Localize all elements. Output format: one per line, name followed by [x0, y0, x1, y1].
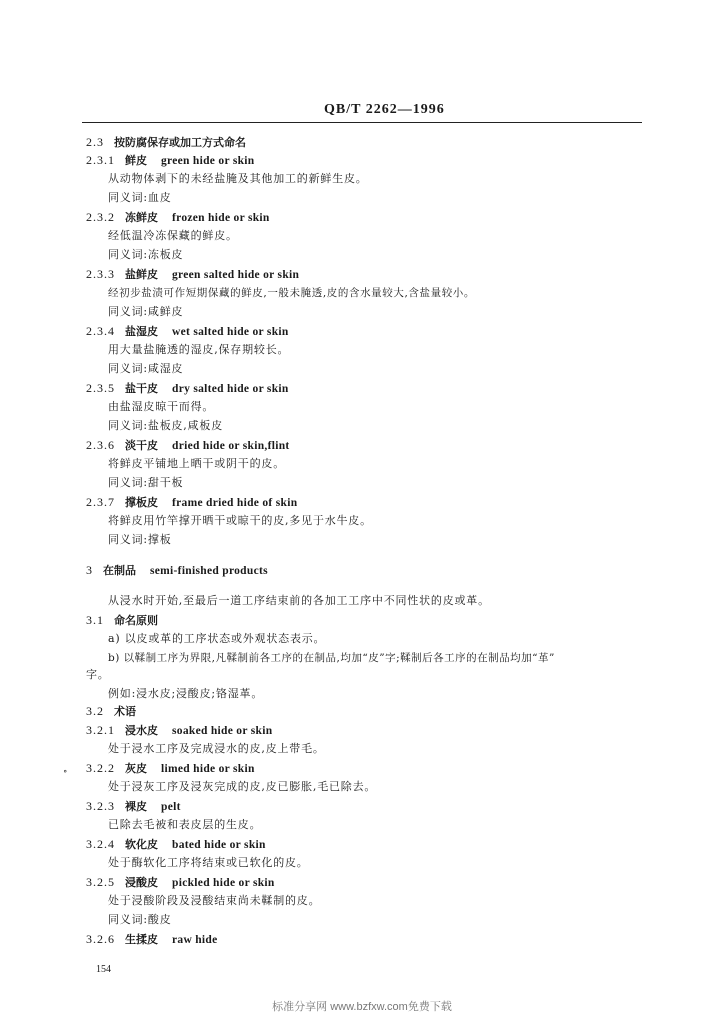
term-3-2-4 — [86, 837, 266, 851]
term-definition: 将鲜皮用竹竿撑开晒干或晾干的皮,多见于水牛皮。 — [108, 514, 372, 527]
term-english: dry salted hide or skin — [172, 383, 289, 395]
term-english: bated hide or skin — [172, 839, 266, 851]
section-title: 按防腐保存或加工方式命名 — [114, 136, 246, 149]
section-number: 3.2 — [86, 704, 104, 718]
term-chinese: 鲜皮 — [125, 154, 147, 167]
term-definition: 经低温冷冻保藏的鲜皮。 — [108, 229, 238, 242]
term-chinese: 盐湿皮 — [125, 325, 158, 338]
principle-a: a) 以皮或革的工序状态或外观状态表示。 — [108, 632, 326, 645]
document-id: QB/T 2262—1996 — [324, 102, 445, 117]
term-english: limed hide or skin — [161, 763, 255, 775]
term-synonym: 同义词:咸鲜皮 — [108, 305, 184, 318]
term-english: green salted hide or skin — [172, 269, 300, 281]
section-2-3 — [86, 135, 246, 149]
term-3-2-6 — [86, 932, 218, 946]
term-definition: 经初步盐渍可作短期保藏的鲜皮,一般未腌透,皮的含水量较大,含盐量较小。 — [108, 287, 476, 299]
term-3-2-1 — [86, 723, 272, 737]
term-chinese: 浸酸皮 — [125, 876, 158, 889]
term-english: raw hide — [172, 934, 218, 946]
term-number: 2.3.3 — [86, 267, 115, 281]
term-english: green hide or skin — [161, 155, 255, 167]
term-definition: 处于酶软化工序将结束或已软化的皮。 — [108, 856, 309, 869]
term-2-3-2 — [86, 210, 270, 224]
term-synonym: 同义词:血皮 — [108, 191, 172, 204]
term-definition: 已除去毛被和表皮层的生皮。 — [108, 818, 262, 831]
term-number: 3.2.1 — [86, 723, 115, 737]
term-3-2-3 — [86, 799, 181, 813]
term-definition: 将鲜皮平铺地上晒干或阴干的皮。 — [108, 457, 285, 470]
term-chinese: 生揉皮 — [125, 933, 158, 946]
term-synonym: 同义词:酸皮 — [108, 913, 172, 926]
principle-b-continued: 字。 — [86, 668, 110, 681]
term-chinese: 淡干皮 — [125, 439, 158, 452]
term-synonym: 同义词:盐板皮,咸板皮 — [108, 419, 224, 432]
term-english: frozen hide or skin — [172, 212, 270, 224]
term-synonym: 同义词:咸湿皮 — [108, 362, 184, 375]
section-english: semi-finished products — [150, 565, 268, 577]
section-3-2 — [86, 704, 136, 718]
term-definition: 用大量盐腌透的湿皮,保存期较长。 — [108, 343, 290, 356]
section-chinese: 在制品 — [103, 564, 136, 577]
term-number: 2.3.1 — [86, 153, 115, 167]
term-english: pickled hide or skin — [172, 877, 275, 889]
term-chinese: 撑板皮 — [125, 496, 158, 509]
term-chinese: 裸皮 — [125, 800, 147, 813]
section-number: 2.3 — [86, 135, 104, 149]
term-number: 3.2.3 — [86, 799, 115, 813]
term-number: 3.2.6 — [86, 932, 115, 946]
term-chinese: 冻鲜皮 — [125, 211, 158, 224]
term-synonym: 同义词:冻板皮 — [108, 248, 184, 261]
term-synonym: 同义词:甜干板 — [108, 476, 184, 489]
term-chinese: 软化皮 — [125, 838, 158, 851]
term-definition: 由盐湿皮晾干而得。 — [108, 400, 215, 413]
term-number: 3.2.2 — [86, 761, 115, 775]
term-2-3-1 — [86, 153, 254, 167]
term-chinese: 盐干皮 — [125, 382, 158, 395]
page-number: 154 — [96, 964, 111, 975]
term-synonym: 同义词:撑板 — [108, 533, 172, 546]
term-english: wet salted hide or skin — [172, 326, 289, 338]
term-2-3-7 — [86, 495, 297, 509]
term-2-3-6 — [86, 438, 290, 452]
watermark-text: 标准分享网 www.bzfxw.com免费下载 — [272, 1001, 452, 1013]
section-3 — [86, 563, 268, 577]
term-number: 2.3.6 — [86, 438, 115, 452]
term-number: 2.3.7 — [86, 495, 115, 509]
term-number: 2.3.4 — [86, 324, 115, 338]
term-definition: 处于浸水工序及完成浸水的皮,皮上带毛。 — [108, 742, 325, 755]
term-english: soaked hide or skin — [172, 725, 273, 737]
term-number: 2.3.5 — [86, 381, 115, 395]
header-rule — [82, 122, 642, 123]
stray-scan-mark: ∘ — [63, 767, 68, 777]
term-3-2-2 — [86, 761, 255, 775]
section-title: 命名原则 — [114, 614, 158, 627]
section-number: 3.1 — [86, 613, 104, 627]
term-number: 3.2.4 — [86, 837, 115, 851]
term-english: dried hide or skin,flint — [172, 440, 290, 452]
term-definition: 处于浸酸阶段及浸酸结束尚未鞣制的皮。 — [108, 894, 321, 907]
page-header — [0, 100, 722, 122]
term-english: pelt — [161, 801, 181, 813]
term-chinese: 盐鲜皮 — [125, 268, 158, 281]
section-number: 3 — [86, 563, 93, 577]
term-2-3-3 — [86, 267, 299, 281]
section-3-1 — [86, 613, 158, 627]
section-definition: 从浸水时开始,至最后一道工序结束前的各加工工序中不同性状的皮或革。 — [108, 594, 490, 607]
term-number: 3.2.5 — [86, 875, 115, 889]
principle-b: b) 以鞣制工序为界限,凡鞣制前各工序的在制品,均加“皮”字;鞣制后各工序的在制品均加“革” — [108, 652, 555, 664]
term-definition: 处于浸灰工序及浸灰完成的皮,皮已膨胀,毛已除去。 — [108, 780, 377, 793]
term-chinese: 灰皮 — [125, 762, 147, 775]
term-2-3-5 — [86, 381, 289, 395]
section-title: 术语 — [114, 705, 136, 718]
principle-example: 例如:浸水皮;浸酸皮;铬湿革。 — [108, 687, 264, 700]
term-2-3-4 — [86, 324, 289, 338]
term-chinese: 浸水皮 — [125, 724, 158, 737]
term-english: frame dried hide of skin — [172, 497, 298, 509]
term-3-2-5 — [86, 875, 275, 889]
term-number: 2.3.2 — [86, 210, 115, 224]
term-definition: 从动物体剥下的未经盐腌及其他加工的新鲜生皮。 — [108, 172, 368, 185]
